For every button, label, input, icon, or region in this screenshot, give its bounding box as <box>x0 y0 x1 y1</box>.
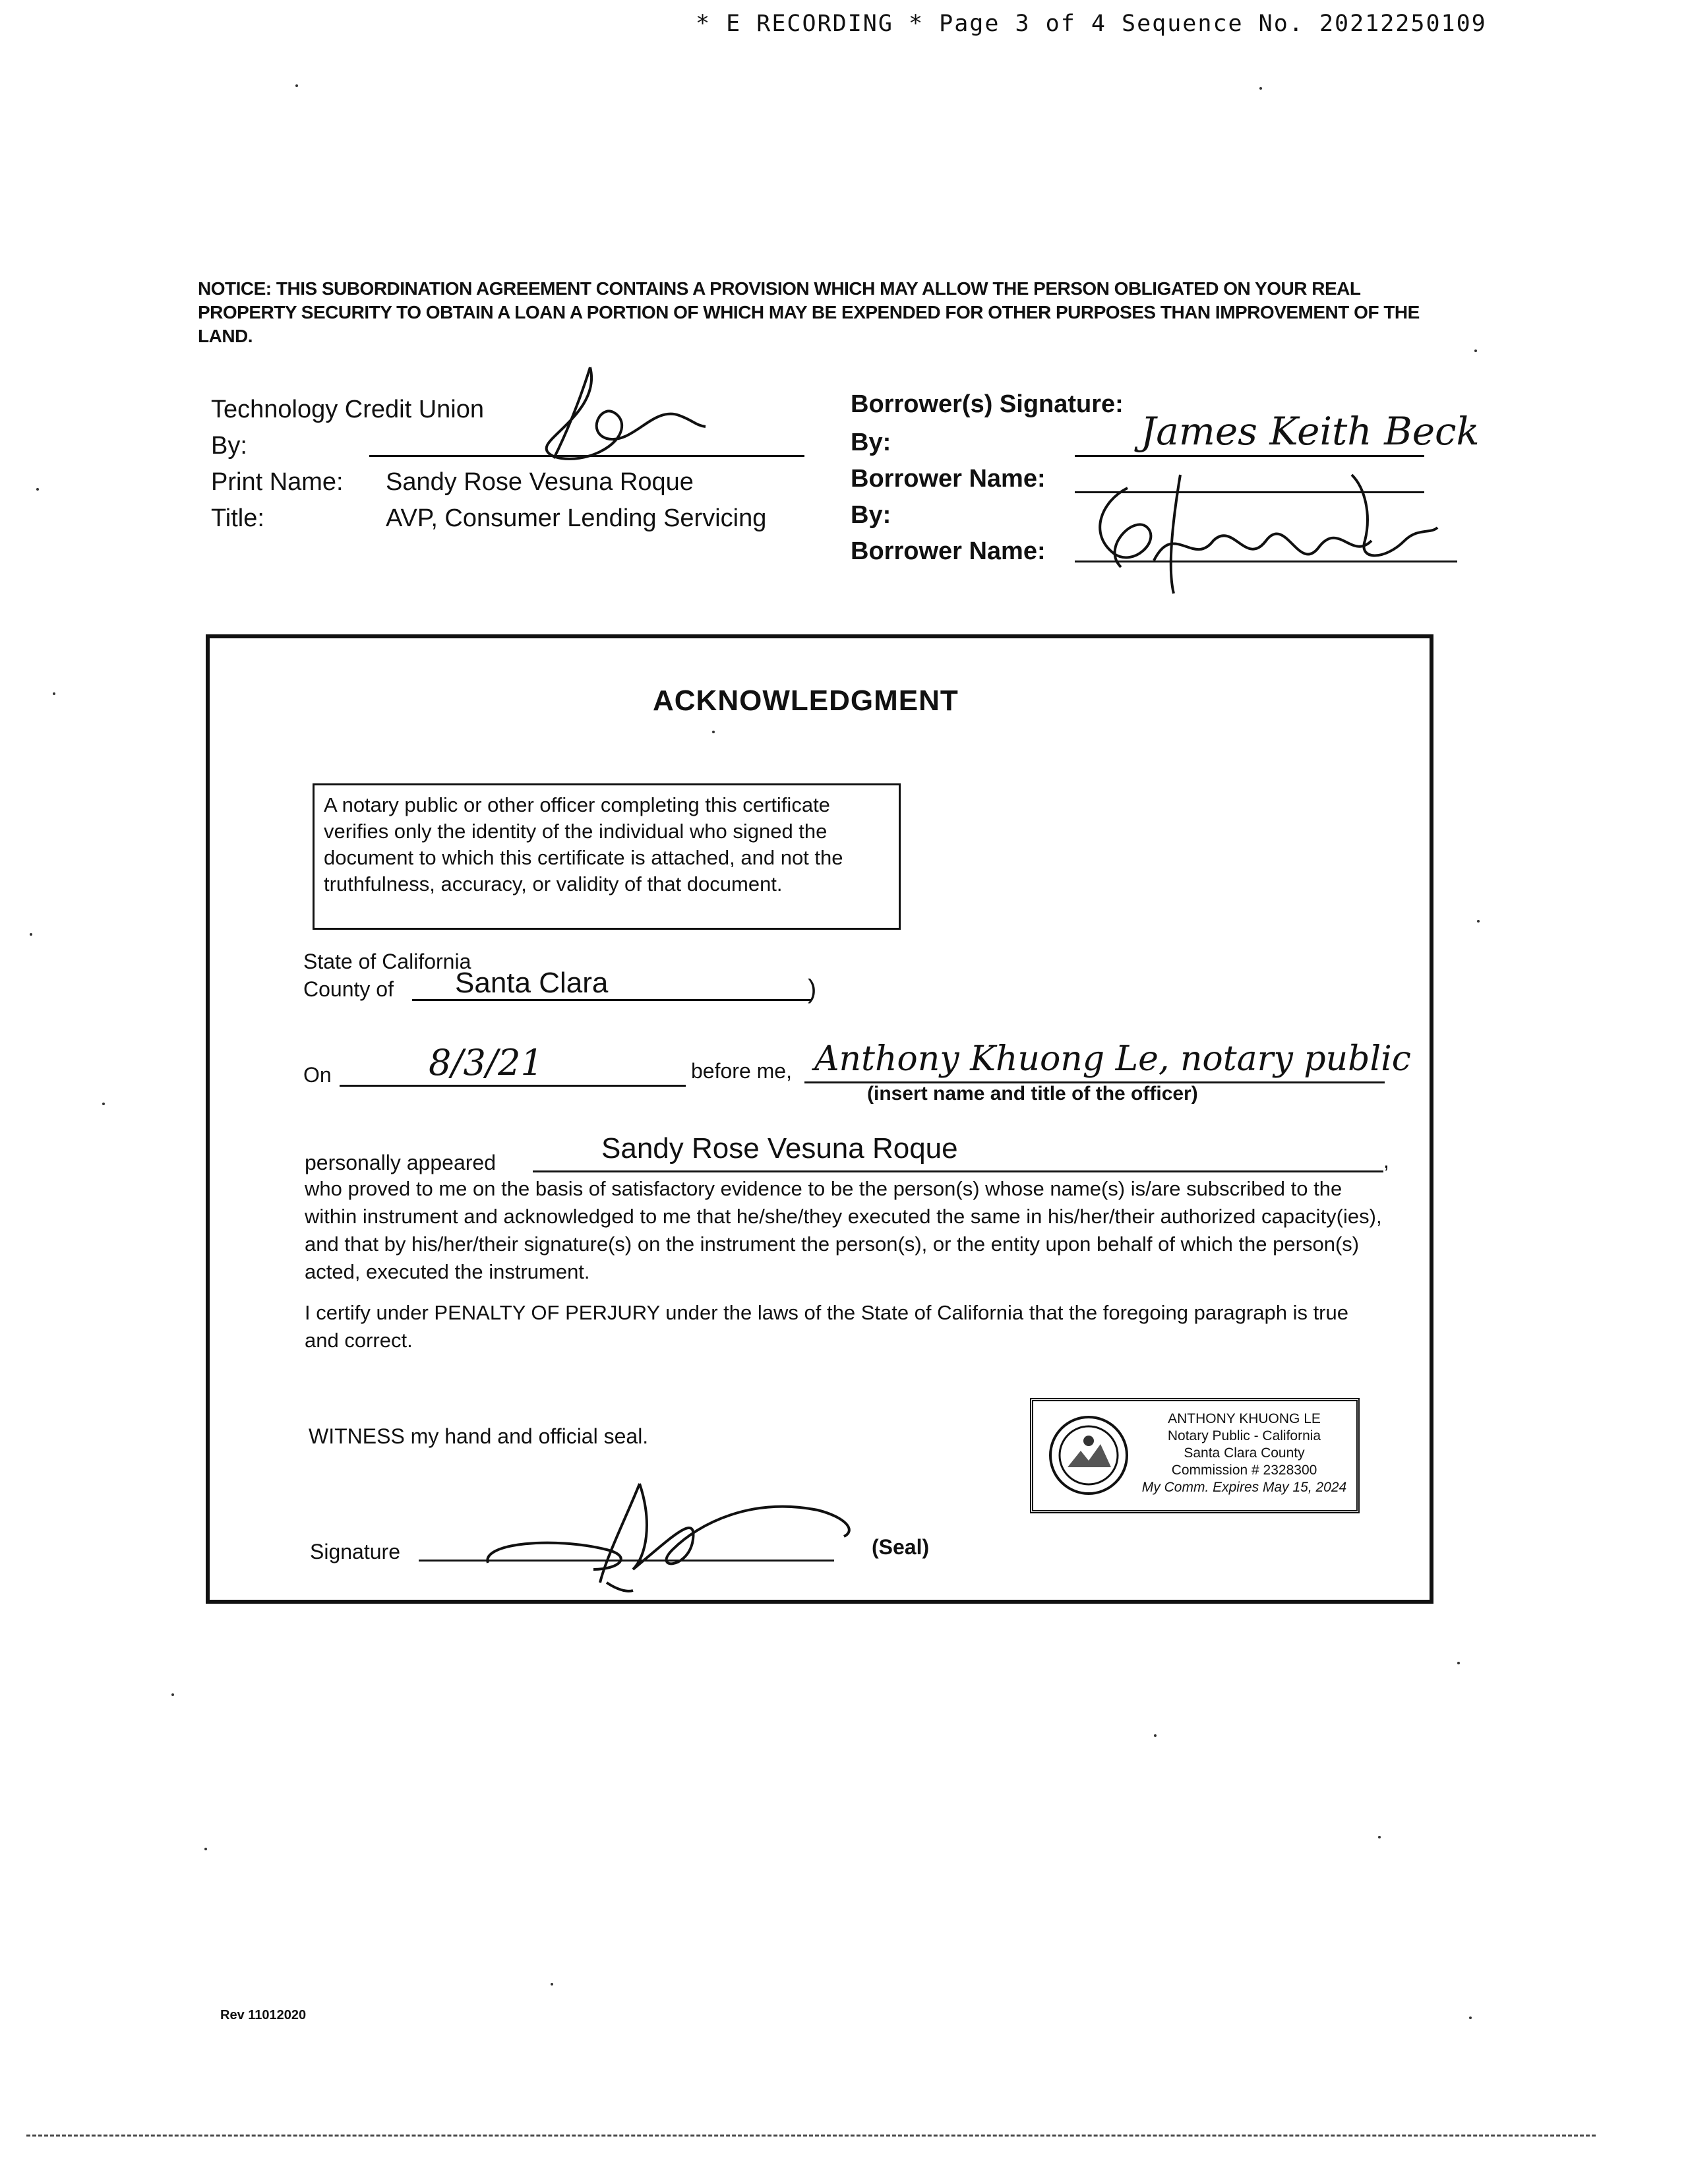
lender-name: Technology Credit Union <box>211 396 485 423</box>
officer-caption: (insert name and title of the officer) <box>867 1083 1198 1105</box>
officer-value: Anthony Khuong Le, notary public <box>814 1039 1411 1079</box>
appeared-comma: , <box>1383 1149 1389 1172</box>
seal-label: (Seal) <box>872 1535 930 1559</box>
page-bottom-rule <box>26 2135 1596 2137</box>
lender-by-label: By: <box>211 432 247 460</box>
on-label: On <box>303 1063 332 1087</box>
borrower-by1-label: By: <box>851 429 891 456</box>
proof-paragraph: who proved to me on the basis of satisfactory evidence to be the person(s) whose name(s) is/are subscribed to the within instrument and acknowledged to me that he/she/they executed the same in his/her/their authorized capacity(ies), and that by his/her/their signature(s) on the instrument the person(s), or the entity upon behalf of which the person(s) acted, executed the instrument. <box>305 1177 1382 1283</box>
appeared-value: Sandy Rose Vesuna Roque <box>601 1132 958 1165</box>
title-label: Title: <box>211 504 264 532</box>
state-seal-icon <box>1048 1414 1130 1497</box>
county-close-paren: ) <box>808 975 817 1004</box>
appeared-line <box>533 1170 1383 1172</box>
print-name-value: Sandy Rose Vesuna Roque <box>386 468 694 496</box>
revision-label: Rev 11012020 <box>220 2008 307 2022</box>
borrower-signature-1: James Keith Beck <box>1141 409 1480 454</box>
seal-line-5: My Comm. Expires May 15, 2024 <box>1141 1480 1347 1495</box>
seal-line-3: Santa Clara County <box>1184 1445 1305 1461</box>
acknowledgment-title: ACKNOWLEDGMENT <box>653 684 959 717</box>
print-name-label: Print Name: <box>211 468 344 496</box>
seal-line-1: ANTHONY KHUONG LE <box>1168 1411 1321 1426</box>
witness-label: WITNESS my hand and official seal. <box>309 1424 649 1448</box>
borrower-by2-label: By: <box>851 501 891 529</box>
notary-disclaimer: A notary public or other officer completing this certificate verifies only the identity of the individual who signed the document to which this certificate is attached, and not the truthfulness, accuracy, or validity of that document. <box>313 783 901 930</box>
date-line <box>340 1085 686 1087</box>
date-value: 8/3/21 <box>429 1042 543 1083</box>
appeared-label: personally appeared <box>305 1151 496 1174</box>
county-label: County of <box>303 977 394 1001</box>
seal-line-2: Notary Public - California <box>1167 1428 1321 1443</box>
notice-text: NOTICE: THIS SUBORDINATION AGREEMENT CONTAINS A PROVISION WHICH MAY ALLOW THE PERSON OBLIGATED ON YOUR REAL PROPERTY SECURITY TO OBTAIN A LOAN A PORTION OF WHICH MAY BE EXPENDED FOR OTHER PURPOSES THAN IMPROVEMENT OF THE LAND. <box>198 278 1420 346</box>
notary-seal-stamp <box>1030 1398 1360 1513</box>
title-value: AVP, Consumer Lending Servicing <box>386 504 767 532</box>
recording-header: * E RECORDING * Page 3 of 4 Sequence No. 20212250109 <box>696 11 1487 37</box>
state-label: State of California <box>303 950 471 973</box>
borrower-signature-2-icon <box>1075 462 1444 607</box>
borrower-signature-line-1 <box>1075 455 1424 457</box>
county-value: Santa Clara <box>455 967 609 999</box>
before-me-label: before me, <box>691 1059 792 1083</box>
seal-line-4: Commission # 2328300 <box>1171 1463 1317 1478</box>
lender-signature-icon <box>528 359 712 471</box>
borrower-signature-label: Borrower(s) Signature: <box>851 390 1124 418</box>
perjury-paragraph: I certify under PENALTY OF PERJURY under the laws of the State of California that the foregoing paragraph is true and correct. <box>305 1301 1348 1352</box>
borrower-name2-label: Borrower Name: <box>851 537 1046 565</box>
signature-label: Signature <box>310 1540 400 1563</box>
notary-signature-icon <box>475 1471 897 1596</box>
borrower-name1-label: Borrower Name: <box>851 465 1046 493</box>
